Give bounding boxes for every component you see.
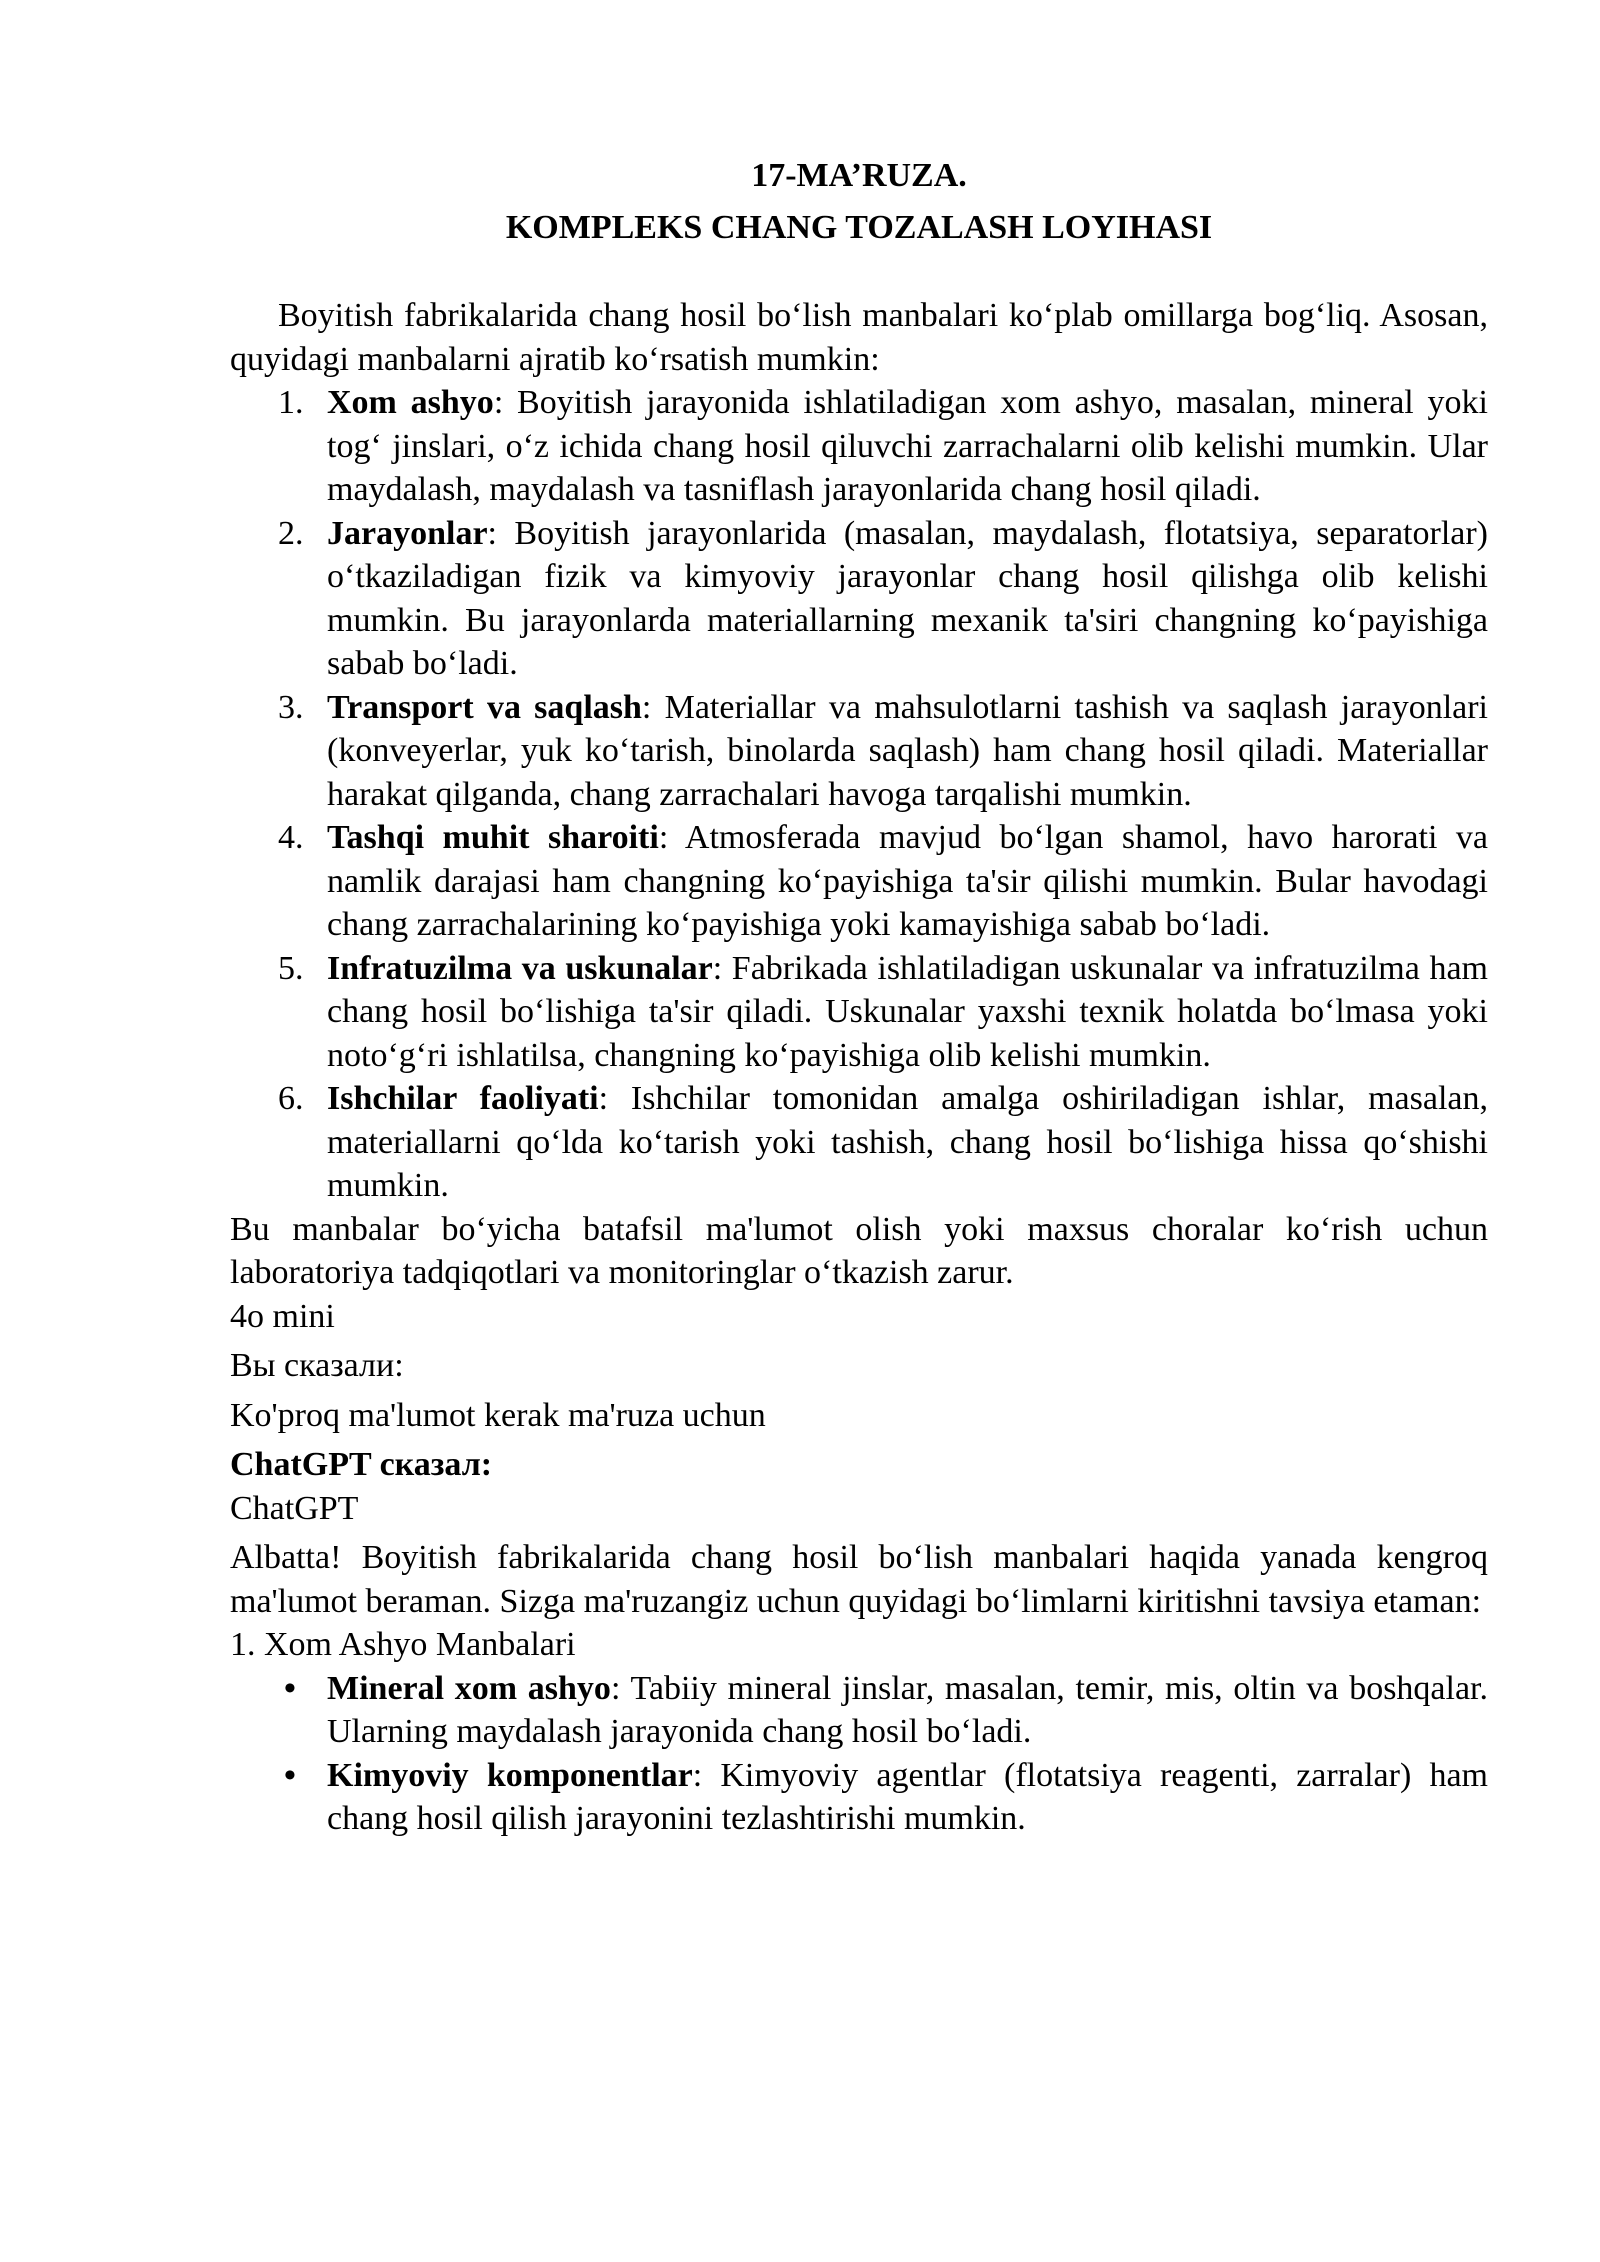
list-item: [230, 1667, 1488, 1754]
lecture-title: KOMPLEKS CHANG TOZALASH LOYIHASI: [505, 209, 1213, 246]
model-label: 4o mini: [230, 1297, 335, 1335]
list-term: Xom ashyo: [327, 384, 494, 421]
list-item: [230, 947, 1488, 1078]
list-item: [230, 1754, 1488, 1841]
raw-material-list: [230, 1667, 1488, 1841]
dust-sources-list: [230, 381, 1488, 1208]
list-number: 2.: [278, 514, 304, 552]
list-term: Ishchilar faoliyati: [327, 1080, 599, 1117]
list-item: [230, 381, 1488, 512]
list-item: [230, 686, 1488, 817]
list-text: : Fabrikada ishlatiladigan uskunalar va infratuzilma ham chang hosil bo‘lishiga ta'sir qiladi. Uskunalar yaxshi texnik holatda bo‘lmasa yoki noto‘g‘ri ishlatilsa, changning ko‘payishiga olib kelishi mumkin.: [327, 949, 1488, 1074]
list-text: : Boyitish jarayonlarida (masalan, maydalash, flotatsiya, separatorlar) o‘tkaziladigan fizik va kimyoviy jarayonlar chang hosil qilishga olib kelishi mumkin. Bu jarayonlarda materiallarning mexanik ta'siri changning ko‘payishiga sabab bo‘ladi.: [327, 514, 1488, 682]
list-text: : Atmosferada mavjud bo‘lgan shamol, havo harorati va namlik darajasi ham changning ko‘payishiga ta'sir qilishi mumkin. Bular havodagi chang zarrachalarining ko‘payishiga yoki kamayishiga sabab bo‘ladi.: [327, 819, 1488, 943]
intro-paragraph: Boyitish fabrikalarida chang hosil bo‘lish manbalari ko‘plab omillarga bog‘liq. Asosan, quyidagi manbalarni ajratib ko‘rsatish mumkin:: [230, 297, 1488, 378]
bullet-icon: •: [284, 1669, 296, 1707]
lecture-number: 17-MA’RUZA.: [751, 157, 967, 194]
list-number: 1.: [278, 384, 304, 421]
list-item: [230, 816, 1488, 947]
list-term: Kimyoviy komponentlar: [327, 1756, 693, 1794]
response-intro: Albatta! Boyitish fabrikalarida chang hosil bo‘lish manbalari haqida yanada kengroq ma'lumot beraman. Sizga ma'ruzangiz uchun quyidagi bo‘limlarni kiritishni tavsiya etaman:: [230, 1539, 1488, 1620]
you-said-label: Вы сказали:: [230, 1347, 404, 1384]
list-item: [230, 1077, 1488, 1208]
list-term: Jarayonlar: [327, 514, 488, 552]
list-text: : Ishchilar tomonidan amalga oshiriladigan ishlar, masalan, materiallarni qo‘lda ko‘tarish yoki tashish, chang hosil bo‘lishiga hissa qo‘shishi mumkin.: [327, 1080, 1488, 1204]
list-number: 4.: [278, 819, 304, 856]
assistant-name: ChatGPT: [230, 1489, 359, 1527]
list-text: : Kimyoviy agentlar (flotatsiya reagenti, zarralar) ham chang hosil qilish jarayonini tezlashtirishi mumkin.: [327, 1756, 1488, 1837]
list-item: [230, 512, 1488, 686]
list-term: Transport va saqlash: [327, 688, 642, 726]
list-term: Mineral xom ashyo: [327, 1669, 611, 1707]
list-number: 3.: [278, 688, 304, 726]
list-number: 6.: [278, 1080, 304, 1117]
list-number: 5.: [278, 949, 304, 987]
list-term: Infratuzilma va uskunalar: [327, 949, 713, 987]
list-text: : Tabiiy mineral jinslar, masalan, temir, mis, oltin va boshqalar. Ularning maydalash jarayonida chang hosil bo‘ladi.: [327, 1669, 1488, 1750]
user-message: Ko'proq ma'lumot kerak ma'ruza uchun: [230, 1396, 766, 1434]
bullet-icon: •: [284, 1756, 296, 1794]
section-heading: 1. Xom Ashyo Manbalari: [230, 1626, 576, 1663]
title-block: [230, 150, 1488, 254]
closing-paragraph: Bu manbalar bo‘yicha batafsil ma'lumot olish yoki maxsus choralar ko‘rish uchun laboratoriya tadqiqotlari va monitoringlar o‘tkazish zarur.: [230, 1210, 1488, 1291]
document-page: [230, 150, 1488, 1841]
list-text: : Boyitish jarayonida ishlatiladigan xom ashyo, masalan, mineral yoki tog‘ jinslari, o‘z ichida chang hosil qiluvchi zarrachalarni olib kelishi mumkin. Ular maydalash, maydalash va tasniflash jarayonlarida chang hosil qiladi.: [327, 384, 1488, 508]
list-text: : Materiallar va mahsulotlarni tashish va saqlash jarayonlari (konveyerlar, yuk ko‘tarish, binolarda saqlash) ham chang hosil qiladi. Materiallar harakat qilganda, chang zarrachalari havoga tarqalishi mumkin.: [327, 688, 1488, 813]
assistant-said-label: ChatGPT сказал:: [230, 1446, 493, 1483]
list-term: Tashqi muhit sharoiti: [327, 819, 659, 856]
